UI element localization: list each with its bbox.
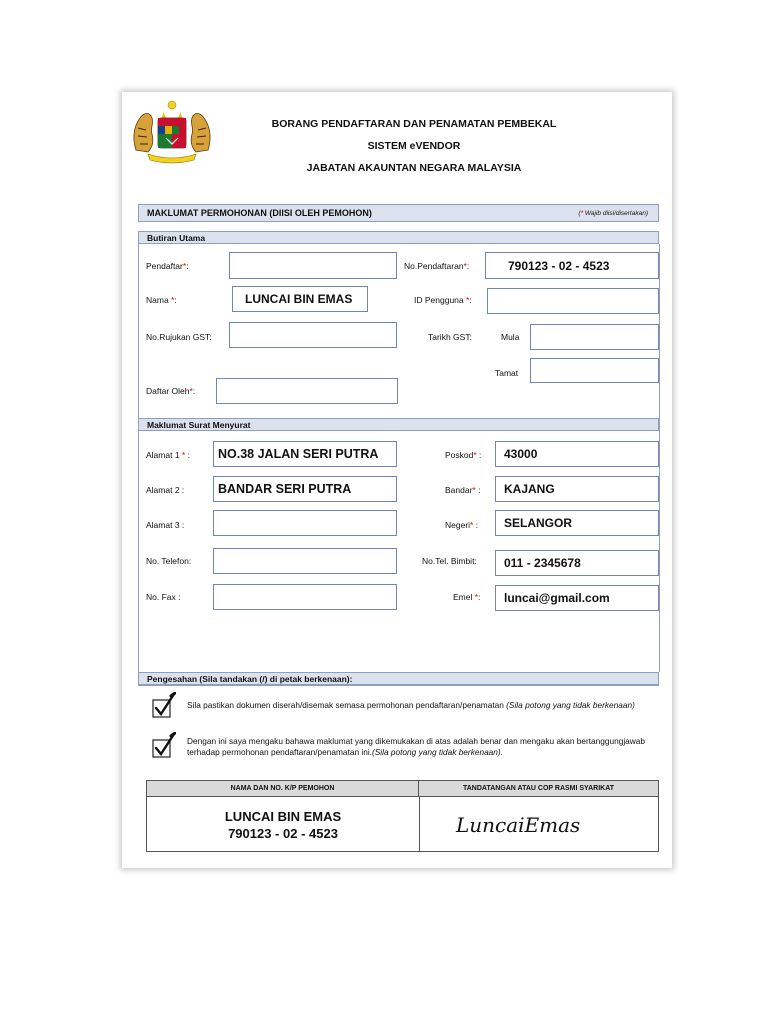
declaration-responsibility-note: (Sila potong yang tidak berkenaan).: [371, 747, 503, 757]
poskod-label: Poskod* :: [445, 450, 482, 460]
confirmation-divider: [138, 685, 659, 686]
no-rujukan-gst-label: No.Rujukan GST:: [146, 332, 212, 342]
id-pengguna-label-text: ID Pengguna: [414, 295, 466, 305]
no-pendaftaran-value: 790123 - 02 - 4523: [508, 258, 610, 273]
tamat-date-field[interactable]: [530, 358, 659, 383]
signature-divider: [419, 797, 420, 851]
poskod-value: 43000: [504, 447, 538, 461]
required-star: *: [181, 450, 186, 460]
telefon-field[interactable]: [213, 548, 397, 574]
no-pendaftaran-field[interactable]: [485, 252, 659, 279]
negeri-label: Negeri* :: [445, 520, 479, 530]
required-note-open: (: [578, 209, 581, 217]
alamat1-label-text: Alamat 1: [146, 450, 182, 460]
telefon-label: No. Telefon:: [146, 556, 192, 566]
nama-label: Nama *:: [146, 295, 177, 305]
alamat1-field[interactable]: [213, 441, 397, 467]
required-star: *: [470, 520, 474, 530]
bimbit-label: No.Tel. Bimbit:: [422, 556, 477, 566]
correspondence-header: Maklumat Surat Menyurat: [138, 418, 659, 431]
daftar-oleh-field[interactable]: [216, 378, 398, 404]
section-border-left: [138, 244, 139, 672]
emel-field[interactable]: [495, 585, 659, 611]
declaration-responsibility: [187, 736, 653, 758]
negeri-value: SELANGOR: [504, 516, 573, 530]
pen-check-icon[interactable]: [152, 732, 176, 760]
required-star: *: [182, 261, 187, 271]
emel-label-text: Emel: [453, 592, 475, 602]
alamat1-label: Alamat 1 * :: [146, 450, 190, 460]
pendaftar-field[interactable]: [229, 252, 397, 279]
emel-label: Emel *:: [453, 592, 481, 602]
required-star: *: [171, 295, 175, 305]
main-details-header: Butiran Utama: [138, 231, 659, 244]
applicant-ic-number: 790123 - 02 - 4523: [228, 826, 338, 841]
required-star: *: [465, 295, 470, 305]
required-note-text: Wajib diisi/disertakan): [583, 209, 648, 217]
declaration-documents-note: (Sila potong yang tidak berkenaan): [506, 700, 635, 710]
daftar-oleh-label: Daftar Oleh*:: [146, 386, 196, 396]
alamat2-value: BANDAR SERI PUTRA: [218, 482, 352, 496]
signature-header: TANDATANGAN ATAU COP RASMI SYARIKAT: [419, 781, 658, 797]
required-star: *: [463, 261, 467, 271]
alamat2-label: Alamat 2 :: [146, 485, 185, 495]
department-name: JABATAN AKAUNTAN NEGARA MALAYSIA: [306, 162, 522, 174]
applicant-name: LUNCAI BIN EMAS: [224, 809, 342, 824]
negeri-field[interactable]: [495, 510, 659, 536]
nama-field[interactable]: [232, 286, 368, 312]
pendaftar-label-text: Pendaftar: [146, 261, 183, 271]
form-page: [122, 92, 672, 868]
id-pengguna-field[interactable]: [487, 288, 659, 314]
alamat1-value: NO.38 JALAN SERI PUTRA: [218, 447, 379, 461]
fax-label: No. Fax :: [146, 592, 181, 602]
pen-check-icon[interactable]: [152, 692, 176, 720]
poskod-field[interactable]: [495, 441, 659, 467]
application-info-header: [138, 204, 659, 222]
fax-field[interactable]: [213, 584, 397, 610]
bandar-value: KAJANG: [504, 482, 555, 496]
nama-value: LUNCAI BIN EMAS: [245, 292, 353, 306]
tamat-label: Tamat: [495, 368, 519, 378]
mula-label: Mula: [501, 332, 520, 342]
bimbit-value: 011 - 2345678: [504, 556, 581, 570]
declaration-documents: [187, 700, 653, 711]
required-note-star: *: [580, 209, 584, 217]
alamat3-field[interactable]: [213, 510, 397, 536]
application-info-title: MAKLUMAT PERMOHONAN (DIISI OLEH PEMOHON): [147, 208, 372, 218]
malaysia-coat-of-arms-logo: [130, 98, 214, 164]
signature-text: LuncaiEmas: [456, 813, 581, 837]
confirmation-header: Pengesahan (Sila tandakan (/) di petak berkenaan):: [138, 672, 659, 685]
bandar-field[interactable]: [495, 476, 659, 502]
pendaftar-label: Pendaftar*:: [146, 261, 189, 271]
alamat2-field[interactable]: [213, 476, 397, 502]
daftar-oleh-label-text: Daftar Oleh: [146, 386, 190, 396]
no-rujukan-gst-field[interactable]: [229, 322, 397, 348]
applicant-name-header: NAMA DAN NO. K/P PEMOHON: [147, 781, 419, 797]
section-border-right: [659, 244, 660, 672]
system-name: SISTEM eVENDOR: [367, 140, 461, 152]
bandar-label: Bandar* :: [445, 485, 481, 495]
required-note: [578, 210, 648, 217]
required-star: *: [474, 592, 479, 602]
bandar-label-text: Bandar: [445, 485, 473, 495]
no-pendaftaran-label-text: No.Pendaftaran: [404, 261, 464, 271]
required-star: *: [189, 386, 193, 396]
no-pendaftaran-label: No.Pendaftaran*:: [404, 261, 470, 271]
tarikh-gst-label: Tarikh GST:: [428, 332, 472, 342]
declaration-responsibility-text: Dengan ini saya mengaku bahawa maklumat yang dikemukakan di atas adalah benar dan mengaku akan bertanggungjawab terhadap permohonan pendaftaran/penamatan ini.: [187, 736, 646, 757]
handwritten-signature: [452, 810, 592, 840]
nama-label-text: Nama: [146, 295, 172, 305]
form-title: BORANG PENDAFTARAN DAN PENAMATAN PEMBEKAL: [271, 118, 557, 130]
bimbit-field[interactable]: [495, 550, 659, 576]
required-star: *: [473, 450, 477, 460]
negeri-label-text: Negeri: [445, 520, 471, 530]
declaration-documents-text: Sila pastikan dokumen diserah/disemak semasa permohonan pendaftaran/penamatan: [187, 700, 507, 710]
emel-value: luncai@gmail.com: [504, 591, 610, 605]
id-pengguna-label: ID Pengguna *:: [414, 295, 472, 305]
poskod-label-text: Poskod: [445, 450, 474, 460]
required-star: *: [472, 485, 476, 495]
alamat3-label: Alamat 3 :: [146, 520, 185, 530]
mula-date-field[interactable]: [530, 324, 659, 350]
